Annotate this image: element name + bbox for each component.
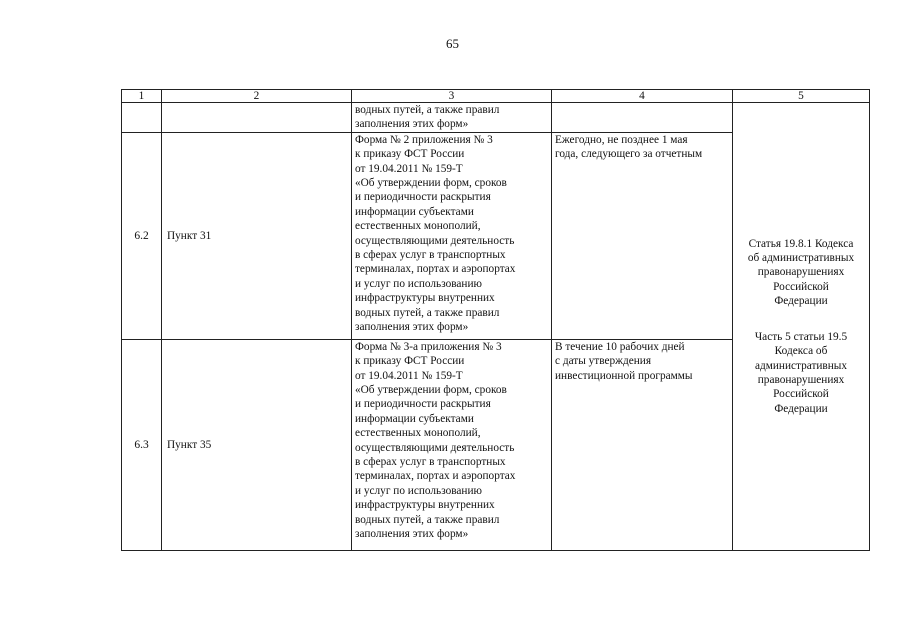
table-row-continuation (122, 103, 870, 133)
row-form: Форма № 2 приложения № 3 к приказу ФСТ России от 19.04.2011 № 159-Т «Об утверждении форм, сроков и периодичности раскрытия информации субъектами естественных монополий, осуществляющими деятельность в сферах услуг в транспортных терминалах, портах и аэропортах и услуг по использованию инфраструктуры внутренних водных путей, а также правил заполнения этих форм» (352, 132, 552, 339)
page-number: 65 (446, 36, 459, 51)
regulation-table (121, 89, 870, 551)
table-header-row (122, 90, 870, 103)
continuation-text: водных путей, а также правил заполнения этих форм» (352, 103, 552, 133)
header-col-1: 1 (122, 90, 162, 103)
row-deadline: В течение 10 рабочих дней с даты утверждения инвестиционной программы (552, 339, 733, 550)
responsibility-cell (733, 103, 870, 551)
row-item: Пункт 35 (162, 339, 352, 550)
cell-empty (162, 103, 352, 133)
header-col-4: 4 (552, 90, 733, 103)
row-number: 6.2 (122, 132, 162, 339)
row-number: 6.3 (122, 339, 162, 550)
responsibility-block-1: Статья 19.8.1 Кодекса об административных правонарушениях Российской Федерации (747, 237, 855, 308)
header-col-5: 5 (733, 90, 870, 103)
row-deadline: Ежегодно, не позднее 1 мая года, следующего за отчетным (552, 132, 733, 339)
row-form: Форма № 3-а приложения № 3 к приказу ФСТ России от 19.04.2011 № 159-Т «Об утверждении форм, сроков и периодичности раскрытия информации субъектами естественных монополий, осуществляющими деятельность в сферах услуг в транспортных терминалах, портах и аэропортах и услуг по использованию инфраструктуры внутренних водных путей, а также правил заполнения этих форм» (352, 339, 552, 550)
header-col-2: 2 (162, 90, 352, 103)
header-col-3: 3 (352, 90, 552, 103)
responsibility-block-2: Часть 5 статьи 19.5 Кодекса об административных правонарушениях Российской Федерации (754, 330, 848, 415)
cell-empty (122, 103, 162, 133)
row-item: Пункт 31 (162, 132, 352, 339)
cell-empty (552, 103, 733, 133)
